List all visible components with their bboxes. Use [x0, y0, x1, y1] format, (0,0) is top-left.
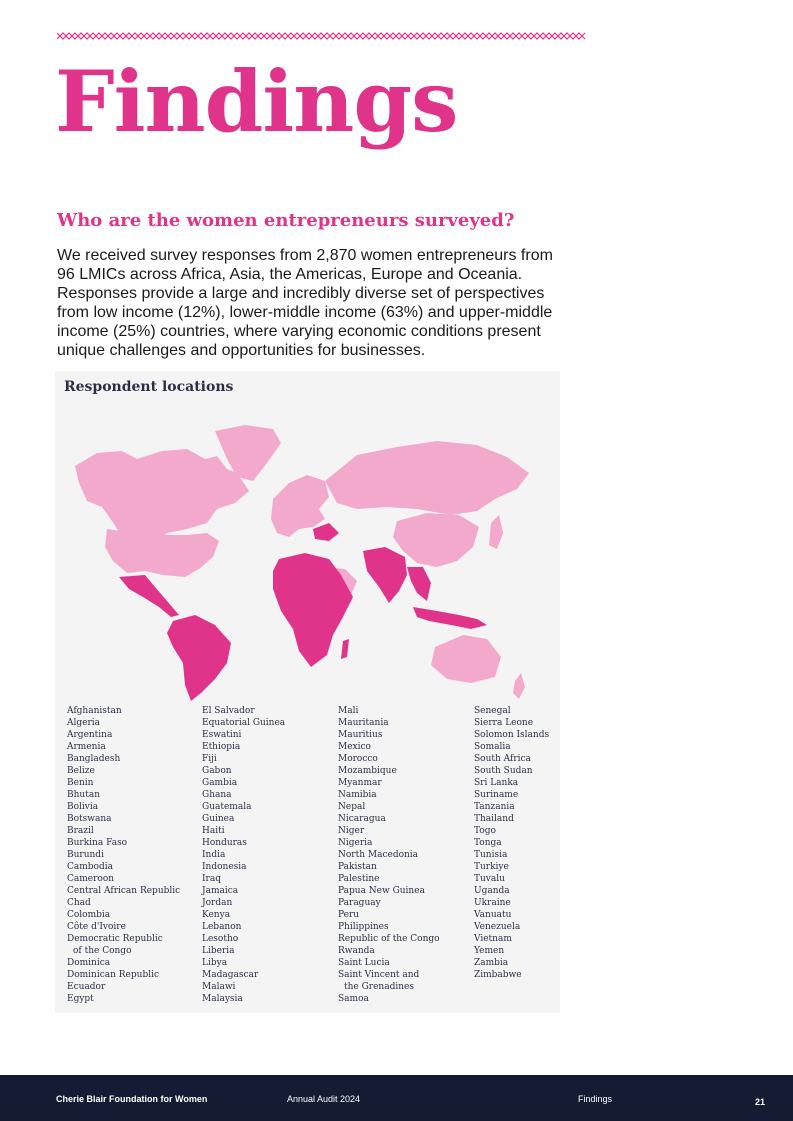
country-name: Central African Republic	[67, 886, 181, 896]
country-name: Jordan	[202, 898, 233, 908]
country-name: Saint Vincent and	[338, 970, 420, 980]
country-name: Tonga	[474, 838, 502, 848]
country-name: Haiti	[202, 826, 225, 836]
country-name: Jamaica	[202, 886, 239, 896]
country-name: Ecuador	[67, 982, 106, 992]
page-number: 21	[755, 1097, 766, 1107]
country-name: Belize	[67, 766, 95, 776]
country-name: Nigeria	[338, 838, 373, 848]
country-name: Tanzania	[474, 802, 515, 812]
country-name: Turkiye	[474, 862, 509, 872]
map-region-indonesia	[413, 607, 487, 629]
country-name: Democratic Republic	[67, 934, 163, 944]
country-name: Zambia	[474, 958, 509, 968]
world-map	[67, 411, 549, 701]
map-title: Respondent locations	[64, 379, 234, 395]
country-name: Thailand	[474, 814, 514, 824]
country-name: Papua New Guinea	[338, 886, 425, 896]
map-region-usa	[105, 529, 219, 577]
country-name: Bhutan	[67, 790, 100, 800]
country-name: Guinea	[202, 814, 235, 824]
country-name: Suriname	[474, 790, 519, 800]
country-name: of the Congo	[73, 946, 132, 956]
country-name: Republic of the Congo	[338, 934, 440, 944]
country-name: Ghana	[202, 790, 232, 800]
country-name: Fiji	[202, 754, 217, 764]
country-name: Dominica	[67, 958, 111, 968]
country-name: Iraq	[202, 874, 221, 884]
country-name: Zimbabwe	[474, 970, 522, 980]
country-name: India	[202, 850, 226, 860]
footer-report-name: Annual Audit 2024	[287, 1094, 361, 1104]
country-column	[338, 705, 440, 1005]
country-name: Colombia	[67, 910, 111, 920]
country-name: Ethiopia	[202, 742, 241, 752]
country-name: Honduras	[202, 838, 247, 848]
country-name: North Macedonia	[338, 850, 419, 860]
country-name: Madagascar	[202, 970, 259, 980]
country-name: Kenya	[202, 910, 231, 920]
country-name: Equatorial Guinea	[202, 718, 286, 728]
map-region-new-zealand	[513, 673, 525, 699]
respondent-locations-panel	[55, 371, 560, 1013]
country-name: Niger	[338, 826, 365, 836]
map-region-turkiye	[313, 523, 339, 541]
country-name: Nicaragua	[338, 814, 386, 824]
country-name: Lesotho	[202, 934, 239, 944]
page-title: Findings	[55, 52, 458, 151]
country-name: Pakistan	[338, 862, 377, 872]
country-name: Algeria	[67, 718, 101, 728]
country-name: Chad	[67, 898, 91, 908]
country-name: El Salvador	[202, 706, 255, 716]
footer-section: Findings	[578, 1094, 613, 1104]
country-name: Libya	[202, 958, 228, 968]
country-name: Guatemala	[202, 802, 252, 812]
country-column	[474, 705, 549, 981]
country-name: Malaysia	[202, 994, 243, 1004]
map-region-madagascar	[341, 639, 349, 659]
map-region-east-asia	[393, 513, 479, 567]
country-column	[67, 705, 180, 1005]
country-name: Saint Lucia	[338, 958, 390, 968]
map-region-australia	[431, 635, 501, 683]
map-region-south-america	[167, 615, 231, 701]
map-region-north-asia	[325, 441, 529, 515]
country-name: Rwanda	[338, 946, 375, 956]
country-name: Nepal	[338, 802, 366, 812]
country-name: Eswatini	[202, 730, 242, 740]
intro-paragraph: We received survey responses from 2,870 women entrepreneurs from 96 LMICs across Africa, Asia, the Americas, Europe and Oceania. Responses provide a large and incredibly diverse set of perspectives from low income (12%), lower-middle income (63%) and upper-middle income (25%) countries, where varying economic conditions present unique challenges and opportunities for businesses.	[57, 247, 553, 359]
country-name: Argentina	[67, 730, 113, 740]
country-name: Samoa	[338, 994, 369, 1004]
country-name: Bangladesh	[67, 754, 121, 764]
country-name: Liberia	[202, 946, 235, 956]
country-name: Vanuatu	[474, 910, 512, 920]
country-name: Namibia	[338, 790, 377, 800]
country-name: Venezuela	[474, 922, 521, 932]
country-name: Côte d'Ivoire	[67, 922, 126, 932]
country-name: Lebanon	[202, 922, 242, 932]
country-name: Somalia	[474, 742, 511, 752]
country-column	[202, 705, 285, 1005]
country-name: Myanmar	[338, 778, 382, 788]
country-name: Malawi	[202, 982, 236, 992]
country-name: Brazil	[67, 826, 94, 836]
country-name: South Africa	[474, 754, 531, 764]
country-name: Benin	[67, 778, 94, 788]
map-region-southeast-asia	[407, 567, 431, 601]
country-name: Mauritania	[338, 718, 389, 728]
page-footer	[0, 1075, 793, 1121]
country-name: Burundi	[67, 850, 104, 860]
country-name: Gambia	[202, 778, 238, 788]
country-name: Bolivia	[67, 802, 99, 812]
country-name: Burkina Faso	[67, 838, 128, 848]
country-name: Solomon Islands	[474, 730, 550, 740]
country-name: Cambodia	[67, 862, 113, 872]
country-name: Togo	[474, 826, 496, 836]
country-name: Afghanistan	[67, 706, 122, 716]
country-name: Gabon	[202, 766, 232, 776]
country-name: Mozambique	[338, 766, 397, 776]
country-name: Dominican Republic	[67, 970, 160, 980]
country-name: Tunisia	[474, 850, 508, 860]
section-heading: Who are the women entrepreneurs surveyed?	[57, 210, 515, 231]
country-name: Mexico	[338, 742, 371, 752]
country-name: Botswana	[67, 814, 112, 824]
map-region-south-asia	[363, 547, 407, 603]
country-name: Mauritius	[338, 730, 383, 740]
country-name: Paraguay	[338, 898, 381, 908]
country-name: Philippines	[338, 922, 389, 932]
country-name: the Grenadines	[344, 982, 414, 992]
country-name: Ukraine	[474, 898, 511, 908]
country-name: Tuvalu	[474, 874, 505, 884]
country-name: Sierra Leone	[474, 718, 534, 728]
country-name: Peru	[338, 910, 360, 920]
country-name: South Sudan	[474, 766, 533, 776]
country-name: Palestine	[338, 874, 380, 884]
country-name: Sri Lanka	[474, 778, 519, 788]
country-name: Senegal	[474, 706, 511, 716]
country-name: Mali	[338, 706, 359, 716]
country-name: Yemen	[474, 946, 505, 956]
decorative-zigzag-line	[57, 30, 589, 42]
country-name: Morocco	[338, 754, 378, 764]
country-name: Vietnam	[474, 934, 512, 944]
country-name: Uganda	[474, 886, 510, 896]
map-region-mexico-central-america	[119, 575, 179, 617]
country-name: Armenia	[67, 742, 106, 752]
map-region-japan	[489, 515, 503, 549]
country-name: Indonesia	[202, 862, 247, 872]
country-name: Egypt	[67, 994, 94, 1004]
country-name: Cameroon	[67, 874, 115, 884]
footer-organization: Cherie Blair Foundation for Women	[56, 1094, 208, 1104]
